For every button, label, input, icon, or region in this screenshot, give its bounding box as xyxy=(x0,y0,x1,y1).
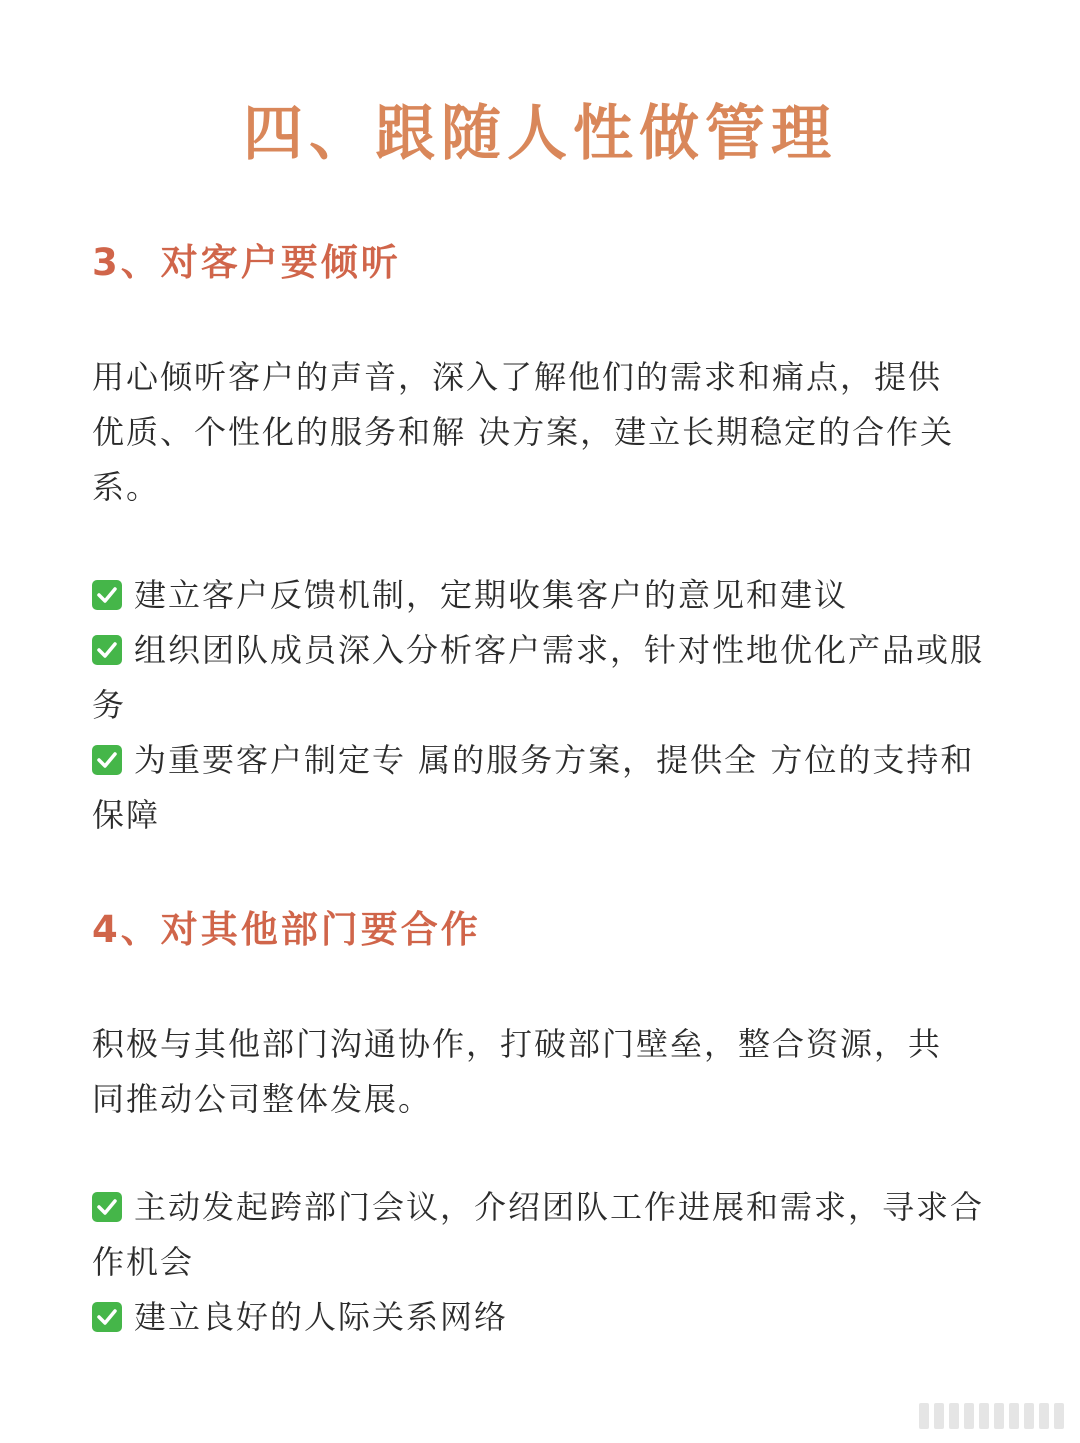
watermark-logo xyxy=(919,1403,1064,1429)
checklist-customer xyxy=(92,568,992,843)
check-mark-icon xyxy=(92,745,122,775)
list-item-text: 建立客户反馈机制，定期收集客户的意见和建议 xyxy=(134,576,849,614)
list-item-text: 为重要客户制定专 属的服务方案，提供全 方位的支持和保障 xyxy=(92,741,975,834)
list-item xyxy=(92,568,992,623)
check-mark-icon xyxy=(92,635,122,665)
list-item xyxy=(92,733,992,843)
checklist-departments xyxy=(92,1180,992,1345)
list-item xyxy=(92,1180,992,1290)
list-item xyxy=(92,1290,992,1345)
check-mark-icon xyxy=(92,580,122,610)
section-heading-departments: 4、对其他部门要合作 xyxy=(92,908,481,951)
section-paragraph-departments: 积极与其他部门沟通协作，打破部门壁垒，整合资源，共同推动公司整体发展。 xyxy=(92,1025,943,1118)
section-heading-customer: 3、对客户要倾听 xyxy=(92,241,401,284)
section-paragraph-customer: 用心倾听客户的声音，深入了解他们的需求和痛点，提供优质、个性化的服务和解 决方案，建立长期稳定的合作关系。 xyxy=(92,358,955,506)
list-item-text: 建立良好的人际关系网络 xyxy=(134,1298,509,1336)
list-item-text: 组织团队成员深入分析客户需求，针对性地优化产品或服务 xyxy=(92,631,985,724)
check-mark-icon xyxy=(92,1192,122,1222)
list-item-text: 主动发起跨部门会议，介绍团队工作进展和需求，寻求合作机会 xyxy=(92,1188,985,1281)
list-item xyxy=(92,623,992,733)
page-title: 四、跟随人性做管理 xyxy=(243,99,837,169)
check-mark-icon xyxy=(92,1302,122,1332)
